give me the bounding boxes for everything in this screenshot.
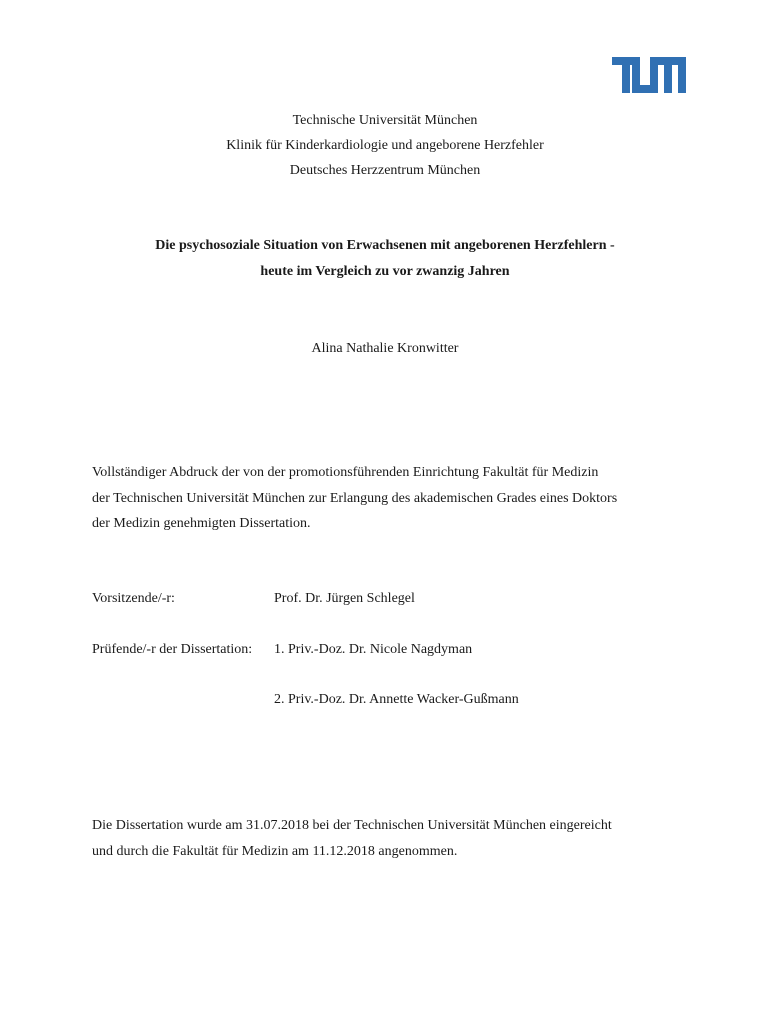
examiner-2: 2. Priv.-Doz. Dr. Annette Wacker-Gußmann — [274, 692, 519, 707]
examiners-label: Prüfende/-r der Dissertation: — [92, 642, 253, 657]
tum-logo — [612, 57, 686, 93]
statement-line-1: Vollständiger Abdruck der von der promotionsführenden Einrichtung Fakultät für Medizin — [92, 465, 599, 480]
statement-line-2: der Technischen Universität München zur Erlangung des akademischen Grades eines Doktors — [92, 491, 618, 506]
chair-name: Prof. Dr. Jürgen Schlegel — [274, 591, 415, 606]
center-name: Deutsches Herzzentrum München — [289, 163, 481, 178]
statement-line-3: der Medizin genehmigten Dissertation. — [92, 516, 311, 531]
author-name: Alina Nathalie Kronwitter — [311, 341, 459, 356]
submission-line-2: und durch die Fakultät für Medizin am 11.12.2018 angenommen. — [92, 844, 458, 859]
thesis-title-line-2: heute im Vergleich zu vor zwanzig Jahren — [260, 264, 510, 279]
university-name: Technische Universität München — [292, 113, 478, 128]
thesis-title-line-1: Die psychosoziale Situation von Erwachsenen mit angeborenen Herzfehlern - — [155, 238, 615, 253]
examiner-1: 1. Priv.-Doz. Dr. Nicole Nagdyman — [274, 642, 473, 657]
clinic-name: Klinik für Kinderkardiologie und angeborene Herzfehler — [226, 138, 544, 153]
chair-label: Vorsitzende/-r: — [92, 591, 175, 606]
submission-line-1: Die Dissertation wurde am 31.07.2018 bei der Technischen Universität München eingereicht — [92, 818, 612, 833]
tum-logo-icon — [612, 57, 686, 93]
